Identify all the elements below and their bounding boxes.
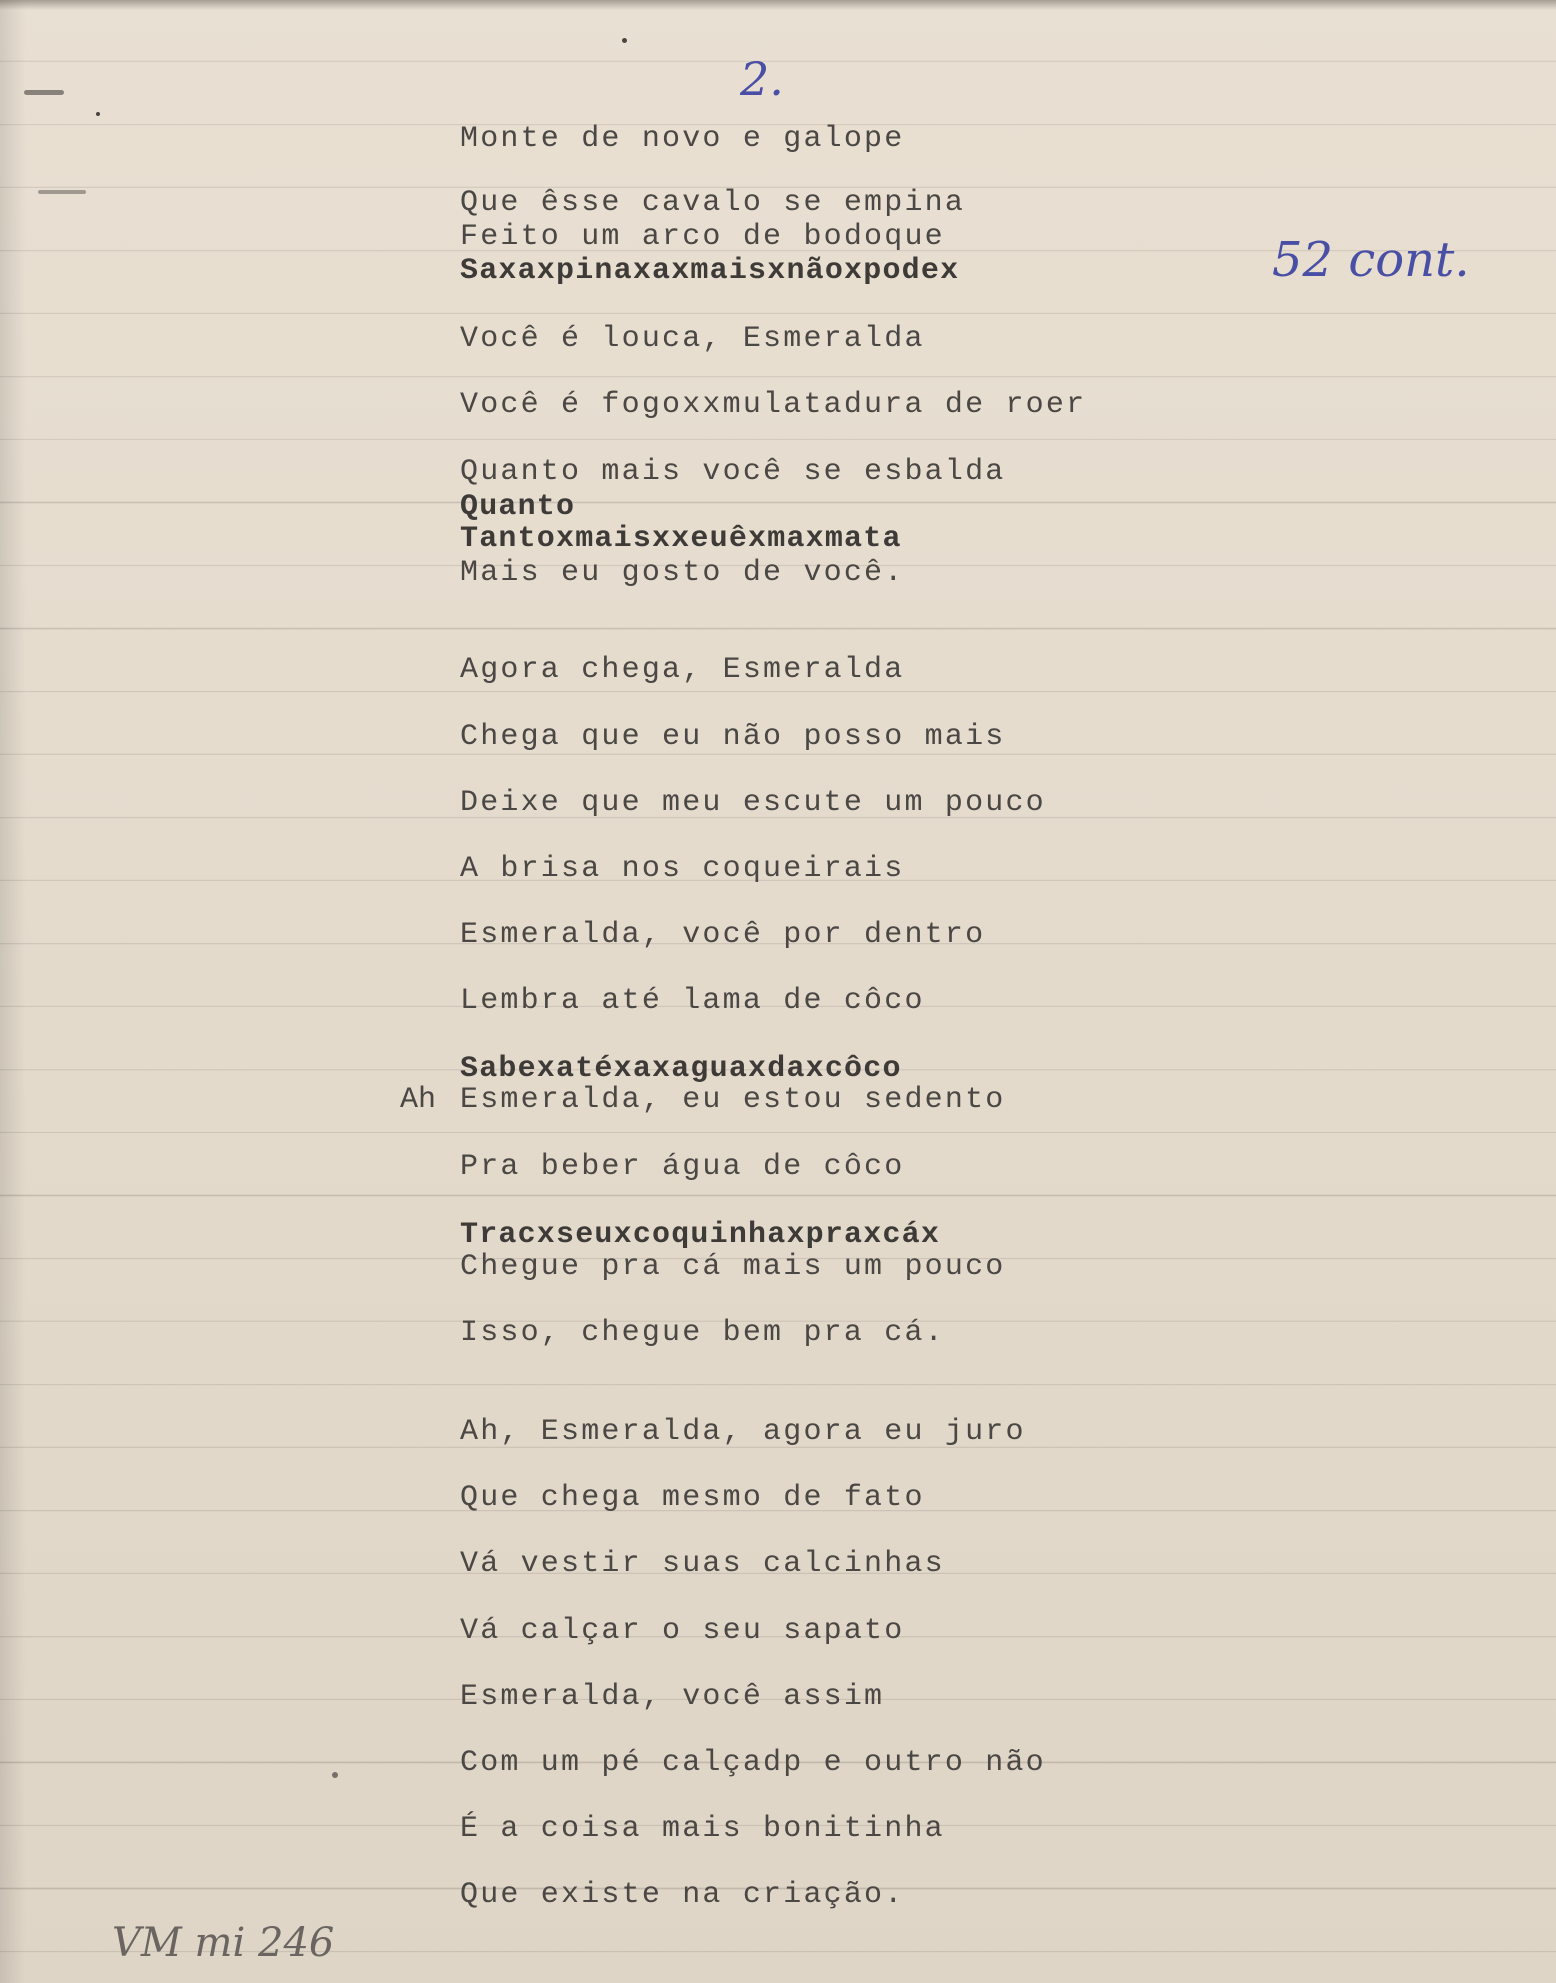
page-number-handwritten: 2. — [740, 52, 784, 106]
poem-line: Esmeralda, você assim — [460, 1680, 885, 1714]
poem-line: Chega que eu não posso mais — [460, 720, 1006, 754]
poem-line: Ah, Esmeralda, agora eu juro — [460, 1415, 1026, 1449]
pencil-catalog-note: VM mi 246 — [112, 1920, 335, 1966]
poem-line: Você é fogoxxmulatadura de roer — [460, 388, 1087, 422]
poem-line: Com um pé calçadp e outro não — [460, 1746, 1046, 1780]
ink-speck — [332, 1772, 338, 1778]
struck-out-line: Sabexatéxaxaguaxdaxcôco — [460, 1052, 902, 1086]
ink-speck — [38, 190, 86, 194]
struck-out-line: Tantoxmaisxxeuêxmaxmata — [460, 522, 902, 556]
poem-line: Deixe que meu escute um pouco — [460, 786, 1046, 820]
poem-line: Agora chega, Esmeralda — [460, 653, 905, 687]
poem-line: É a coisa mais bonitinha — [460, 1812, 945, 1846]
poem-line: Esmeralda, você por dentro — [460, 918, 986, 952]
struck-out-line: Quanto — [460, 490, 576, 524]
poem-line: Vá calçar o seu sapato — [460, 1614, 905, 1648]
poem-line: Pra beber água de côco — [460, 1150, 905, 1184]
poem-line: Vá vestir suas calcinhas — [460, 1547, 945, 1581]
poem-line: Monte de novo e galope — [460, 122, 905, 156]
poem-line: Mais eu gosto de você. — [460, 556, 905, 590]
poem-line: A brisa nos coqueirais — [460, 852, 905, 886]
poem-line: Que existe na criação. — [460, 1878, 905, 1912]
poem-line: Feito um arco de bodoque — [460, 220, 945, 254]
ink-speck — [622, 38, 627, 43]
paper-top-edge — [0, 0, 1556, 10]
poem-line: Que êsse cavalo se empina — [460, 186, 966, 220]
poem-line: Quanto mais você se esbalda — [460, 455, 1006, 489]
ink-speck — [96, 112, 100, 116]
paper-edge-shadow — [0, 0, 26, 1983]
poem-line: Lembra até lama de côco — [460, 984, 925, 1018]
struck-out-line: Saxaxpinaxaxmaisxnãoxpodex — [460, 254, 960, 288]
poem-line: Chegue pra cá mais um pouco — [460, 1250, 1006, 1284]
struck-out-line: Tracxseuxcoquinhaxpraxcáx — [460, 1218, 941, 1252]
ink-speck — [24, 90, 64, 95]
margin-note-handwritten: 52 cont. — [1272, 232, 1470, 288]
poem-line: Isso, chegue bem pra cá. — [460, 1316, 945, 1350]
side-mark: Ah — [400, 1083, 437, 1117]
poem-line: Você é louca, Esmeralda — [460, 322, 925, 356]
poem-line: Esmeralda, eu estou sedento — [460, 1083, 1006, 1117]
poem-line: Que chega mesmo de fato — [460, 1481, 925, 1515]
